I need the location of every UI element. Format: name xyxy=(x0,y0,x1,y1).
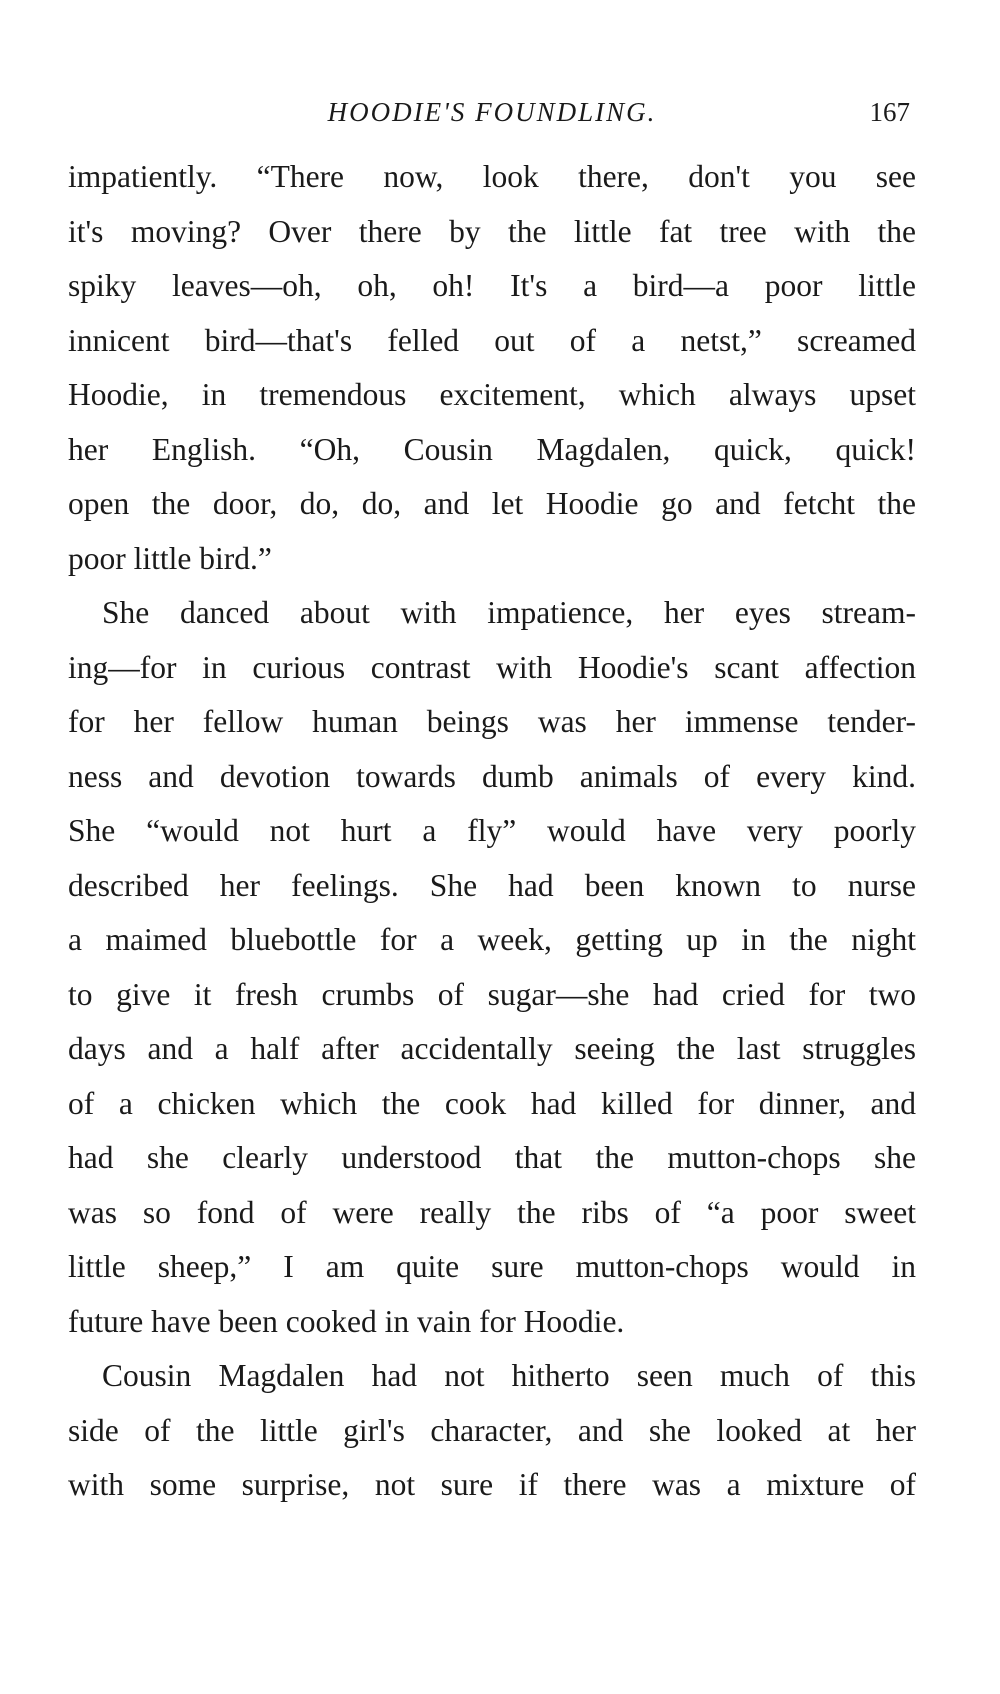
text-line: Hoodie, in tremendous excitement, which always upset xyxy=(68,377,916,412)
text-line: had she clearly understood that the mutton-chops she xyxy=(68,1140,916,1175)
page-number: 167 xyxy=(869,97,910,127)
text-line: it's moving? Over there by the little fat tree with the xyxy=(68,213,916,249)
text-line: of a chicken which the cook had killed for dinner, and xyxy=(68,1085,916,1121)
text-line: a maimed bluebottle for a week, getting up in the night xyxy=(68,922,916,957)
text-line: future have been cooked in vain for Hoodie. xyxy=(68,1303,625,1339)
text-line: open the door, do, do, and let Hoodie go and fetcht the xyxy=(68,486,916,521)
text-line: with some surprise, not sure if there was a mixture of xyxy=(68,1467,916,1502)
body-text xyxy=(68,150,916,1513)
text-line: ness and devotion towards dumb animals of every kind. xyxy=(68,758,916,794)
text-line: innicent bird—that's felled out of a netst,” screamed xyxy=(68,322,916,358)
text-line: days and a half after accidentally seeing the last struggles xyxy=(68,1031,916,1066)
text-line: little sheep,” I am quite sure mutton-chops would in xyxy=(68,1249,916,1284)
running-title: HOODIE'S FOUNDLING. xyxy=(327,97,657,127)
text-line: She “would not hurt a fly” would have very poorly xyxy=(68,813,916,848)
page-header xyxy=(68,92,916,132)
text-line: impatiently. “There now, look there, don't you see xyxy=(68,159,916,194)
text-line: Cousin Magdalen had not hitherto seen much of this xyxy=(102,1358,916,1393)
text-line: side of the little girl's character, and she looked at her xyxy=(68,1412,916,1448)
text-line: poor little bird.” xyxy=(68,540,272,576)
text-line: spiky leaves—oh, oh, oh! It's a bird—a poor little xyxy=(68,268,916,303)
text-line: She danced about with impatience, her eyes stream- xyxy=(102,595,916,630)
text-line: ing—for in curious contrast with Hoodie's scant affection xyxy=(68,649,916,685)
text-line: to give it fresh crumbs of sugar—she had cried for two xyxy=(68,976,916,1012)
text-line: described her feelings. She had been known to nurse xyxy=(68,867,916,903)
text-line: her English. “Oh, Cousin Magdalen, quick, quick! xyxy=(68,431,916,467)
text-line: for her fellow human beings was her immense tender- xyxy=(68,704,916,739)
text-line: was so fond of were really the ribs of “a poor sweet xyxy=(68,1194,916,1230)
